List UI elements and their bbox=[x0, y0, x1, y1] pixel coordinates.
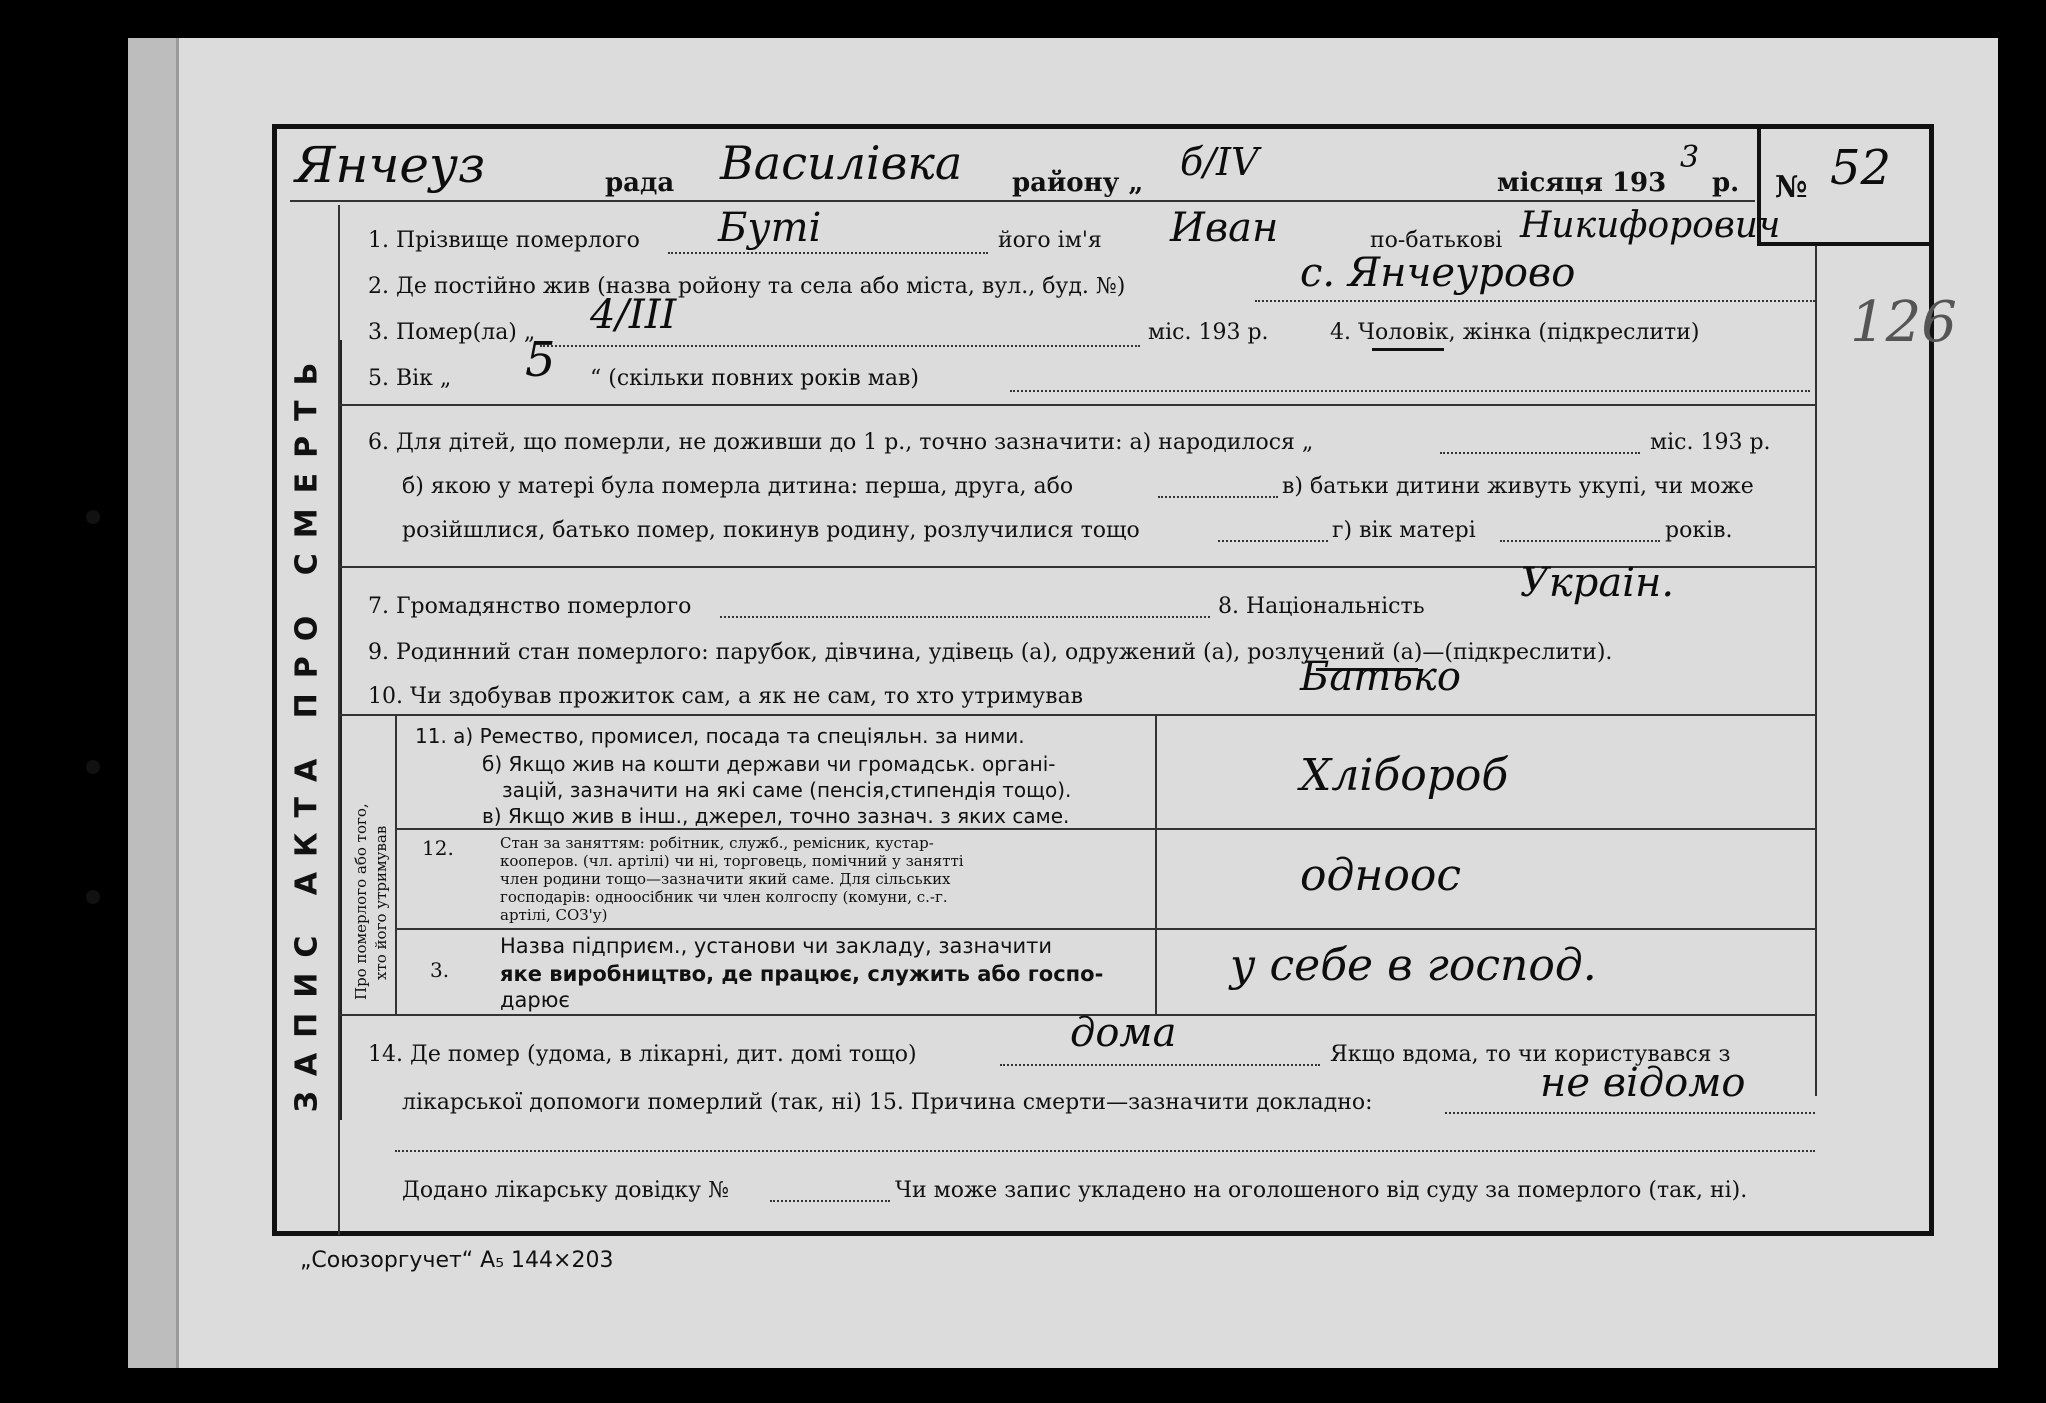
hw-patronymic: Никифорович bbox=[1520, 205, 1781, 246]
inner-right-rule bbox=[1815, 246, 1817, 1096]
row15-dots bbox=[1445, 1112, 1815, 1114]
hw-raion: б/ІV bbox=[1180, 140, 1259, 184]
row6-line2-end: в) батьки дитини живуть укупі, чи може bbox=[1282, 474, 1754, 499]
rule-after-5 bbox=[340, 404, 1815, 406]
hw-nationality: Украін. bbox=[1520, 560, 1675, 606]
footer-line-label: Додано лікарську довідку № bbox=[402, 1178, 729, 1203]
binding-strip bbox=[128, 38, 179, 1368]
footer-line-end: Чи може запис укладено на оголошеного від суду за померлого (так, ні). bbox=[895, 1178, 1748, 1203]
hw-supporter: Батько bbox=[1300, 654, 1461, 700]
row12-l1: Стан за заняттям: робітник, служб., ремісник, кустар- bbox=[500, 834, 934, 852]
row11-b1: б) Якщо жив на кошти держави чи громадськ. органі- bbox=[482, 752, 1056, 776]
row3-month-label: міс. 193 р. bbox=[1148, 320, 1269, 345]
row13-num: 3. bbox=[430, 958, 450, 982]
footer-dots bbox=[770, 1200, 890, 1202]
row5-label: 5. Вік „ bbox=[368, 366, 452, 391]
occupation-side-rule bbox=[395, 714, 397, 1014]
row6-dots4 bbox=[1500, 540, 1660, 542]
hw-surname: Буті bbox=[718, 205, 822, 251]
row6-line1: 6. Для дітей, що померли, не доживши до 1 р., точно зазначити: а) народилося „ bbox=[368, 430, 1314, 455]
row6-line3-mid: г) вік матері bbox=[1332, 518, 1476, 543]
row9-label: 9. Родинний стан померлого: парубок, дівчина, удівець (а), одружений (а), розлучений (а)—(підкреслити). bbox=[368, 640, 1613, 665]
row5-dots bbox=[1010, 390, 1810, 392]
row11-c: в) Якщо жив в інш., джерел, точно зазнач. з яких саме. bbox=[482, 804, 1070, 828]
hw-rada: Василівка bbox=[720, 136, 963, 190]
row15-dots-2 bbox=[395, 1150, 1815, 1152]
row6-dots1 bbox=[1440, 452, 1640, 454]
row5-suffix: “ (скільки повних років мав) bbox=[590, 366, 920, 391]
row6-dots2 bbox=[1158, 496, 1278, 498]
hw-death-place: дома bbox=[1070, 1010, 1177, 1056]
printer-imprint: „Союзоргучет“ А₅ 144×203 bbox=[300, 1248, 614, 1273]
row12-l3: член родини тощо—зазначити який саме. Для сільських bbox=[500, 870, 951, 888]
hw-death-date: 4/ІІІ bbox=[590, 292, 677, 338]
row3-label: 3. Помер(ла) „ bbox=[368, 320, 536, 345]
rule-after-11 bbox=[395, 828, 1815, 830]
row11-a: 11. а) Ремество, промисел, посада та спеціяльн. за ними. bbox=[415, 724, 1025, 748]
row1-patronymic-label: по-батькові bbox=[1370, 228, 1503, 253]
row10-label: 10. Чи здобував прожиток сам, а як не сам, то хто утримував bbox=[368, 684, 1084, 709]
row14-dots bbox=[1000, 1064, 1320, 1066]
sex-underline bbox=[1372, 348, 1444, 351]
hw-year: 3 bbox=[1680, 140, 1700, 175]
hw-residence: с. Янчеурово bbox=[1300, 250, 1576, 296]
row1-label: 1. Прізвище померлого bbox=[368, 228, 640, 253]
number-label: № bbox=[1775, 170, 1808, 205]
sidebar-title-box bbox=[275, 340, 342, 1120]
row2-label: 2. Де постійно жив (назва ройону та села або міста, вул., буд. №) bbox=[368, 274, 1126, 299]
occupation-side-label-1: Про померлого або того, bbox=[352, 803, 370, 1000]
hw-number: 52 bbox=[1830, 140, 1892, 196]
rada-label: рада bbox=[605, 168, 675, 198]
binding-hole bbox=[86, 890, 100, 904]
hw-status: одноос bbox=[1300, 850, 1461, 901]
row12-l4: господарів: одноосібник чи член колгоспу (комуни, с.-г. bbox=[500, 888, 948, 906]
row1-dots bbox=[668, 252, 988, 254]
hw-village: Янчеуз bbox=[295, 136, 486, 194]
row1-name-label: його ім'я bbox=[998, 228, 1102, 253]
row14-line2: лікарської допомоги померлий (так, ні) 15. Причина смерти—зазначити докладно: bbox=[402, 1090, 1373, 1115]
row6-line3: розійшлися, батько помер, покинув родину, розлучилися тощо bbox=[402, 518, 1140, 543]
row7-label: 7. Громадянство померлого bbox=[368, 594, 692, 619]
row11-b2: зацій, зазначити на які саме (пенсія,стипендія тощо). bbox=[502, 778, 1072, 802]
row6-line1-end: міс. 193 р. bbox=[1650, 430, 1771, 455]
row12-l2: кооперов. (чл. артілі) чи ні, торговець, помічний у занятті bbox=[500, 852, 964, 870]
row13-l3: дарює bbox=[500, 988, 570, 1012]
row6-line3-end: років. bbox=[1665, 518, 1733, 543]
row13-l1: Назва підприєм., установи чи закладу, зазначити bbox=[500, 934, 1053, 958]
raion-label: району „ bbox=[1012, 168, 1144, 198]
hw-workplace: у себе в господ. bbox=[1230, 940, 1597, 991]
row7-dots bbox=[720, 616, 1210, 618]
binding-hole bbox=[86, 510, 100, 524]
row12-num: 12. bbox=[422, 836, 454, 860]
row13-l2: яке виробництво, де працює, служить або госпо- bbox=[500, 962, 1104, 986]
row12-l5: артілі, СОЗ'у) bbox=[500, 906, 608, 924]
row8-label: 8. Національність bbox=[1218, 594, 1425, 619]
rule-after-10 bbox=[340, 714, 1815, 716]
hw-occupation: Хлібороб bbox=[1300, 750, 1509, 801]
hw-name: Иван bbox=[1170, 205, 1279, 251]
rule-after-12 bbox=[395, 928, 1815, 930]
month-label: місяця 193 bbox=[1497, 168, 1667, 198]
occupation-side-label-2: хто його утримував bbox=[372, 825, 390, 980]
hw-cause: не відомо bbox=[1540, 1060, 1746, 1106]
occupation-value-rule bbox=[1155, 714, 1157, 1014]
inner-left-rule bbox=[338, 205, 340, 1235]
row14-line1: 14. Де помер (удома, в лікарні, дит. домі тощо) bbox=[368, 1042, 917, 1067]
header-rule bbox=[290, 200, 1755, 202]
row3-sex-label: 4. Чоловік, жінка (підкреслити) bbox=[1330, 320, 1700, 345]
sidebar-title: ЗАПИС АКТА ПРО СМЕРТЬ bbox=[289, 347, 325, 1113]
row14-line1-end: Якщо вдома, то чи користувався з bbox=[1330, 1042, 1731, 1067]
binding-hole bbox=[86, 760, 100, 774]
hw-age: 5 bbox=[525, 332, 556, 388]
year-suffix: р. bbox=[1712, 168, 1740, 198]
row6-dots3 bbox=[1218, 540, 1328, 542]
row3-dots bbox=[540, 345, 1140, 347]
row2-dots bbox=[1255, 300, 1815, 302]
row6-line2: б) якою у матері була померла дитина: перша, друга, або bbox=[402, 474, 1074, 499]
hw-margin-number: 126 bbox=[1850, 290, 1957, 355]
